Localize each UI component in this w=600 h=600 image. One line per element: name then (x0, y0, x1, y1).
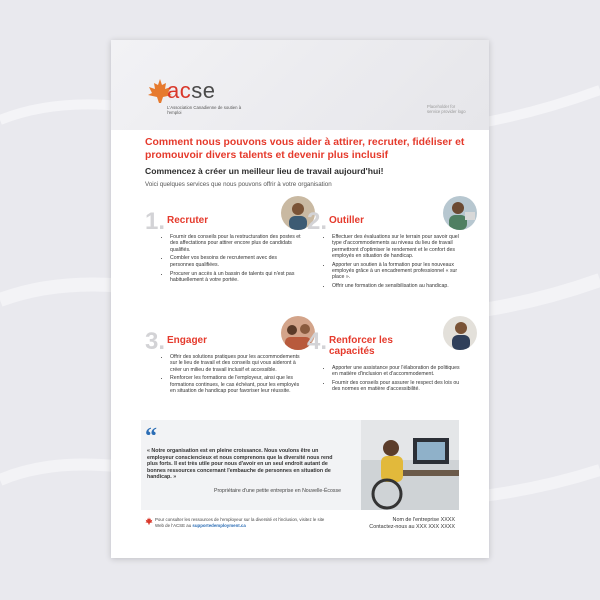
service-title: Outiller (329, 215, 365, 226)
testimonial-author: Propriétaire d'une petite entreprise en Nouvelle-Écosse (213, 488, 341, 494)
page-subtitle: Commencez à créer un meilleur lieu de travail aujourd'hui! (145, 166, 384, 176)
footer-resources-link[interactable]: supportedemployment.ca (192, 522, 246, 528)
service-title: Engager (167, 335, 208, 346)
intro-text: Voici quelques services que nous pouvons offrir à votre organisation (145, 181, 332, 188)
page-title: Comment nous pouvons vous aider à attirer, recruter, fidéliser et promouvoir divers talents et devenir plus inclusif (145, 137, 465, 161)
footer-contact (335, 517, 455, 531)
flyer-header (111, 40, 489, 130)
list-item: • Effectuer des évaluations sur le terrain pour savoir quel type d'accommodements au niveau du lieu de travail permettront d'optimiser le rendement et le confort des employés en situation de handicap. (332, 234, 464, 259)
maple-leaf-icon (145, 517, 153, 525)
footer-resources-text: Pour consulter les ressources de l'employeur sur la diversité et l'inclusion, visitez le site Web de l'ACSE au (155, 517, 325, 528)
service-photo (443, 316, 477, 350)
flyer-page (111, 40, 489, 558)
service-bullets (161, 234, 302, 286)
service-bullets (161, 354, 302, 397)
list-item: • Offrir des solutions pratiques pour les accommodements sur le lieu de travail et des conseils qui vous aideront à créer un milieu de travail inclusif et accessible. (170, 354, 302, 373)
service-bullets (323, 365, 464, 395)
service-number: 2. (307, 208, 328, 235)
list-item: • Fournir des conseils pour la restructuration des postes et des affectations pour attirer encore plus de candidats qualifiés. (170, 234, 302, 253)
logo-subtitle: L'Association Canadienne de soutien à l'emploi (167, 105, 242, 115)
logo-wordmark: acse (167, 78, 216, 103)
service-number: 3. (145, 328, 166, 355)
acse-logo (147, 78, 242, 128)
quote-mark-icon: “ (145, 424, 157, 450)
list-item: • Procurer un accès à un bassin de talents qui n'est pas habituellement à votre portée. (170, 271, 302, 284)
service-title: Renforcer les capacités (329, 335, 393, 357)
service-bullets (323, 234, 464, 292)
testimonial-photo (361, 420, 459, 510)
testimonial-text: « Notre organisation est en pleine croissance. Nous voulons être un employeur consciencieux et nous comprenons que la diversité nous rend plus forts. Il est très utile pour nous d'avoir en un seul endroit autant de bonnes ressources concernant l'embauche de personnes en situation de handicap. » (147, 448, 333, 481)
service-title: Recruter (167, 215, 209, 226)
service-photo (443, 196, 477, 230)
list-item: • Apporter une assistance pour l'élaboration de politiques en matière d'inclusion et d'accommodement. (332, 365, 464, 378)
list-item: • Offrir une formation de sensibilisation au handicap. (332, 283, 464, 289)
service-number: 4. (307, 328, 328, 355)
list-item: • Combler vos besoins de recrutement avec des personnes qualifiées. (170, 255, 302, 268)
list-item: • Apporter un soutien à la formation pour les nouveaux employés grâce à un encadrement professionnel « sur place ». (332, 262, 464, 281)
company-name: Nom de l'entreprise XXXX (392, 517, 455, 523)
service-number: 1. (145, 208, 166, 235)
list-item: • Fournir des conseils pour assurer le respect des lois ou des normes en matière d'accessibilité. (332, 380, 464, 393)
footer-resources (155, 517, 325, 528)
contact-number: Contactez-nous au XXX XXX XXXX (369, 524, 455, 530)
provider-logo-placeholder: Placeholder for service provider logo (427, 104, 466, 114)
list-item: • Renforcer les formations de l'employeur, ainsi que les formations continues, le cas échéant, pour les employés en situation de handicap pour favoriser leur réussite. (170, 375, 302, 394)
